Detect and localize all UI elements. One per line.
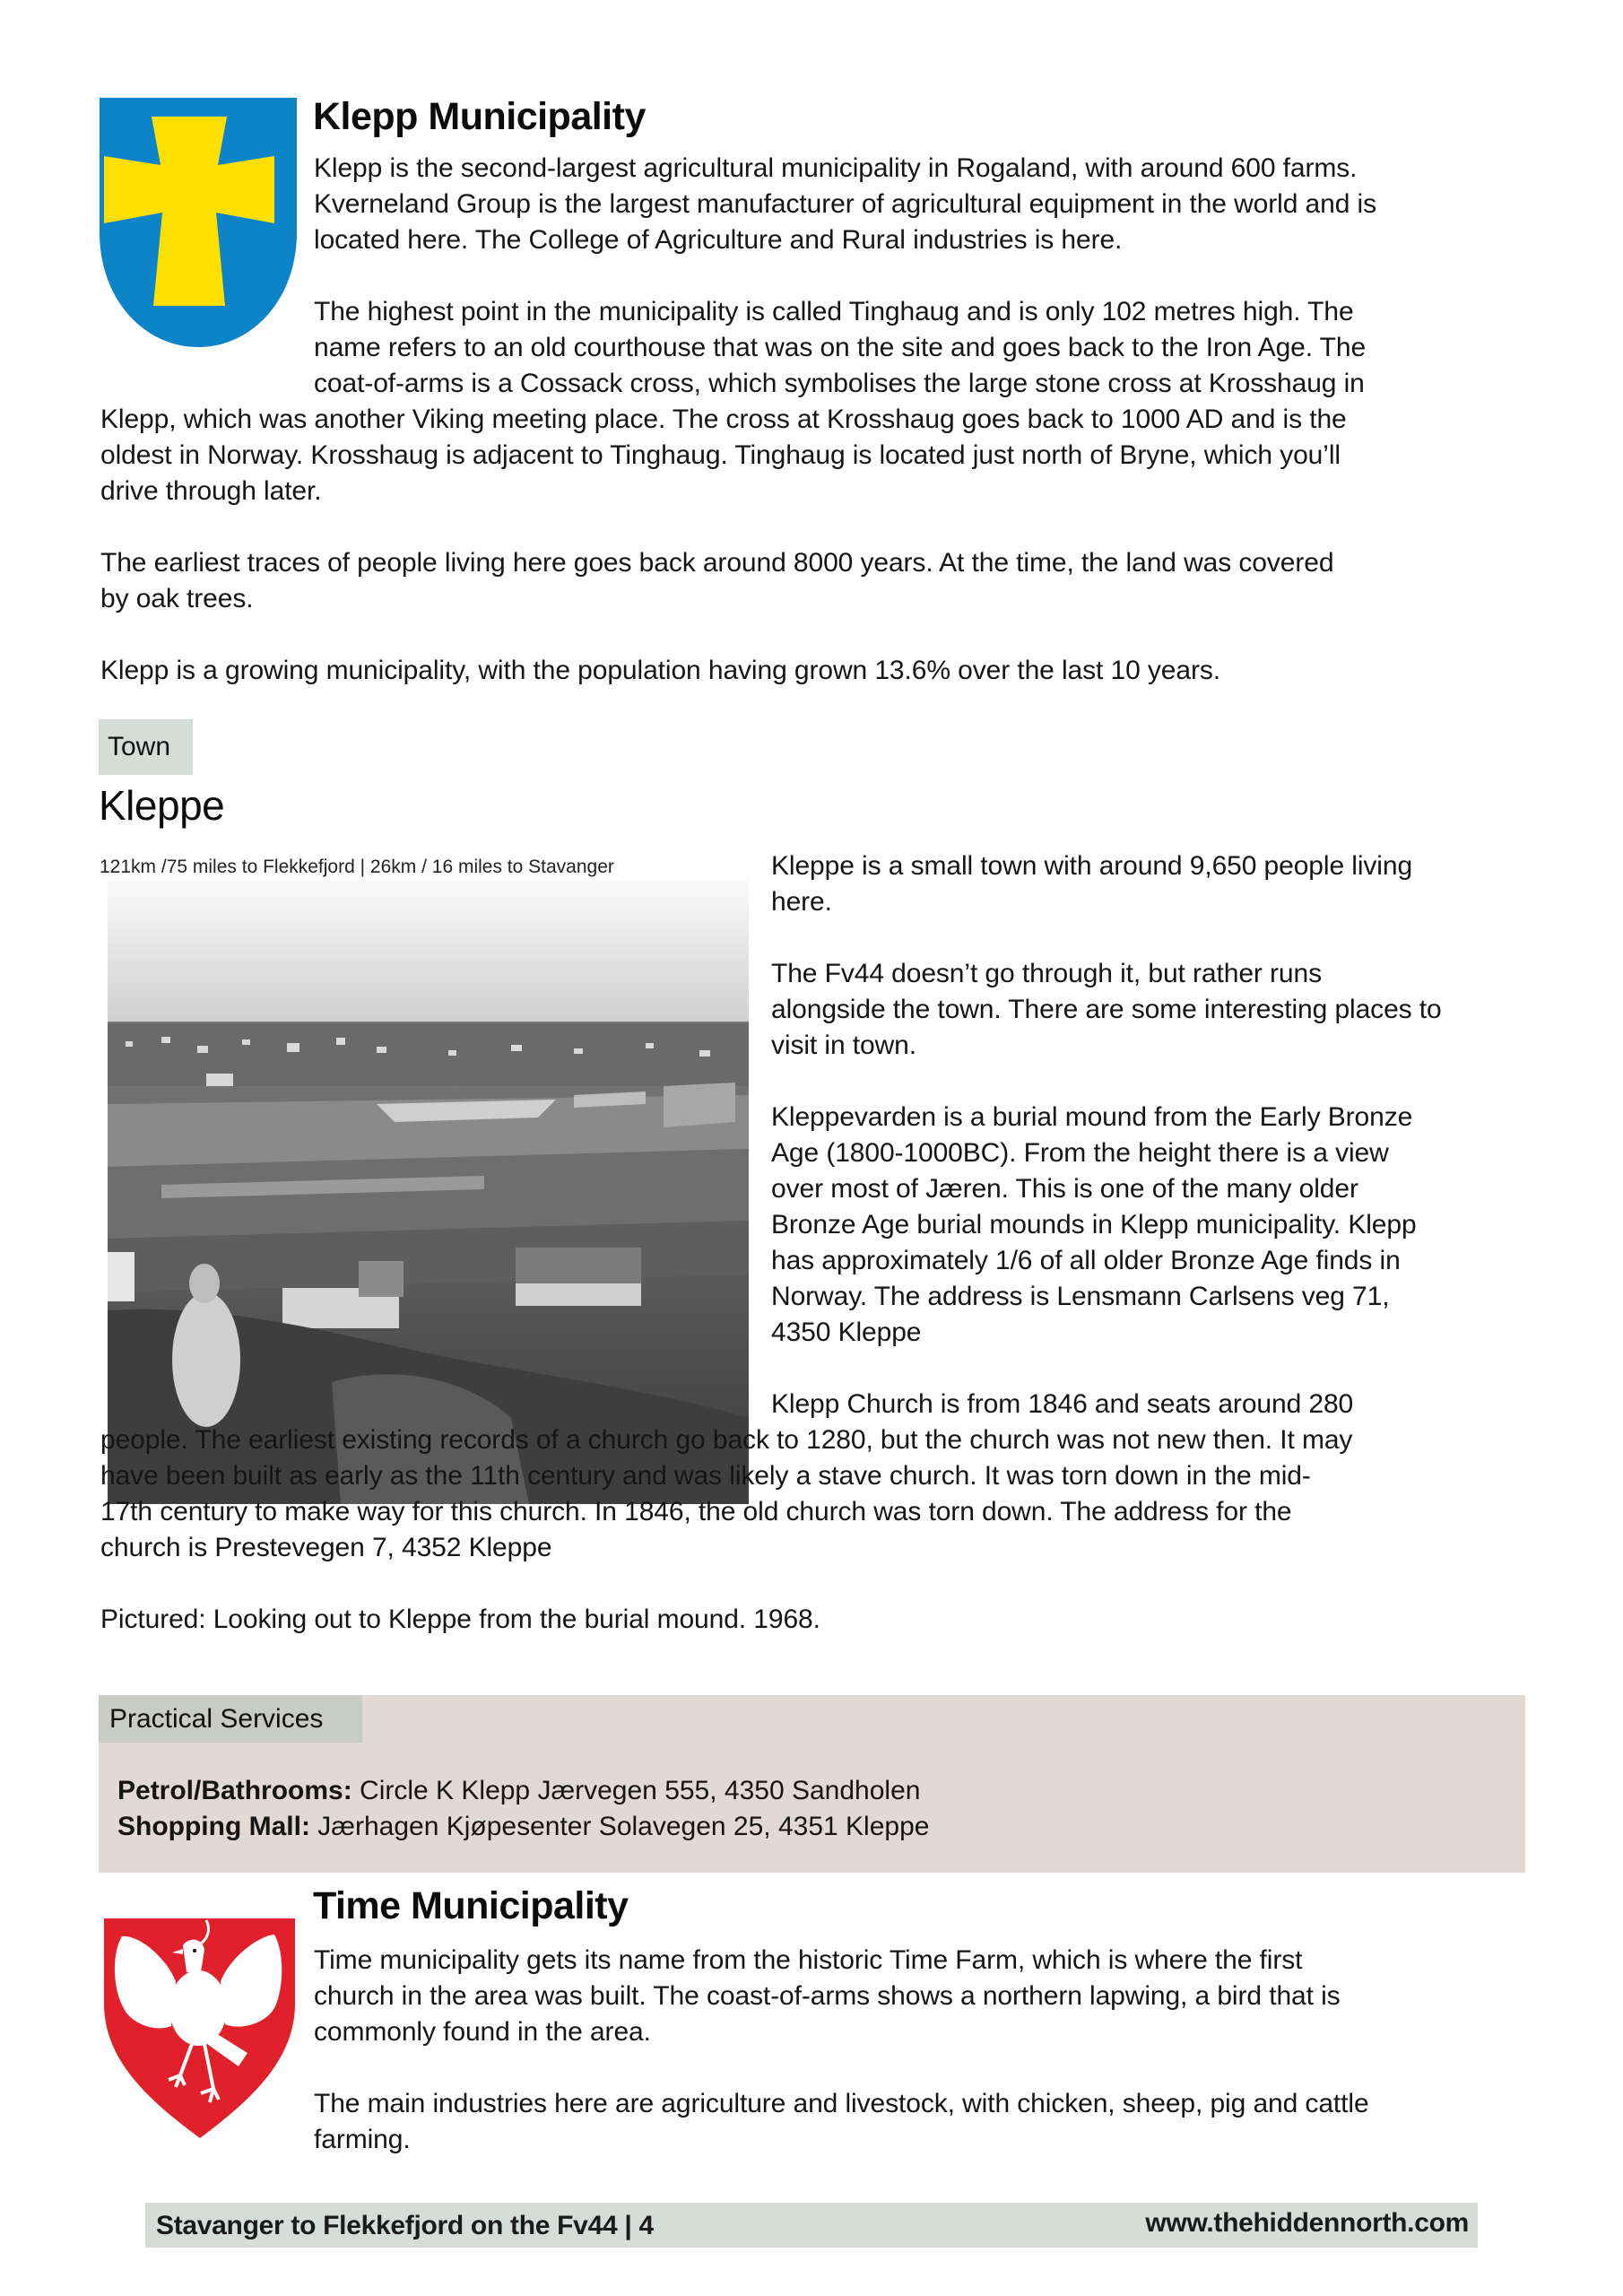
text-line: drive through later. — [100, 476, 322, 506]
text-line: church in the area was built. The coast-of-arms shows a northern lapwing, a bird that is — [314, 1981, 1341, 2011]
klepp-coat-of-arms-icon — [100, 98, 297, 347]
practical-services-box — [99, 1695, 1525, 1873]
kleppe-title: Kleppe — [99, 782, 225, 829]
text-line: over most of Jæren. This is one of the many older — [771, 1174, 1358, 1204]
text-line: Age (1800-1000BC). From the height there is a view — [771, 1138, 1389, 1168]
town-badge: Town — [99, 719, 193, 775]
footer-website-link[interactable]: www.thehiddennorth.com — [1145, 2208, 1469, 2238]
text-line: located here. The College of Agriculture and Rural industries is here. — [314, 225, 1123, 255]
text-line: Kleppevarden is a burial mound from the Early Bronze — [771, 1102, 1413, 1132]
text-line: coat-of-arms is a Cossack cross, which symbolises the large stone cross at Krosshaug in — [314, 369, 1365, 398]
footer-title-page-number: Stavanger to Flekkefjord on the Fv44 | 4 — [156, 2211, 654, 2240]
service-item-petrol — [117, 1773, 920, 1809]
text-line: The main industries here are agriculture and livestock, with chicken, sheep, pig and cattle — [314, 2089, 1369, 2118]
page-footer — [145, 2203, 1478, 2248]
service-key: Petrol/Bathrooms: — [117, 1776, 352, 1805]
kleppe-photo — [108, 880, 749, 1504]
service-key: Shopping Mall: — [117, 1812, 310, 1841]
text-line: name refers to an old courthouse that was on the site and goes back to the Iron Age. The — [314, 333, 1367, 362]
text-line: commonly found in the area. — [314, 2017, 651, 2047]
time-municipality-title: Time Municipality — [313, 1884, 629, 1927]
time-coat-of-arms-icon — [104, 1918, 295, 2138]
text-line: The Fv44 doesn’t go through it, but rather runs — [771, 959, 1322, 988]
text-line: visit in town. — [771, 1031, 916, 1060]
distance-info: 121km /75 miles to Flekkefjord | 26km / 16 miles to Stavanger — [100, 857, 614, 877]
text-line: alongside the town. There are some interesting places to — [771, 995, 1442, 1024]
text-line: has approximately 1/6 of all older Bronze Age finds in — [771, 1246, 1401, 1275]
text-line: Bronze Age burial mounds in Klepp municipality. Klepp — [771, 1210, 1417, 1239]
klepp-municipality-title: Klepp Municipality — [313, 95, 646, 138]
service-value: Circle K Klepp Jærvegen 555, 4350 Sandholen — [352, 1776, 921, 1805]
text-line: Time municipality gets its name from the historic Time Farm, which is where the first — [314, 1945, 1303, 1975]
text-line: Kverneland Group is the largest manufacturer of agricultural equipment in the world and is — [314, 189, 1376, 219]
photo-caption: Pictured: Looking out to Kleppe from the burial mound. 1968. — [100, 1605, 820, 1634]
text-line: 17th century to make way for this church. In 1846, the old church was torn down. The address for the — [100, 1497, 1292, 1526]
text-line: Norway. The address is Lensmann Carlsens veg 71, — [771, 1282, 1390, 1311]
text-line: farming. — [314, 2125, 411, 2154]
text-line: by oak trees. — [100, 584, 254, 613]
practical-services-label: Practical Services — [99, 1695, 362, 1743]
text-line: Kleppe is a small town with around 9,650 people living — [771, 851, 1413, 881]
text-line: Klepp Church is from 1846 and seats around 280 — [771, 1389, 1354, 1419]
text-line: Klepp is the second-largest agricultural municipality in Rogaland, with around 600 farms. — [314, 153, 1358, 183]
text-line: The earliest traces of people living here goes back around 8000 years. At the time, the land was covered — [100, 548, 1334, 578]
text-line: Klepp, which was another Viking meeting place. The cross at Krosshaug goes back to 1000 AD and is the — [100, 404, 1347, 434]
text-line: people. The earliest existing records of a church go back to 1280, but the church was not new then. It may — [100, 1425, 1353, 1455]
service-item-shopping — [117, 1809, 929, 1845]
text-line: oldest in Norway. Krosshaug is adjacent to Tinghaug. Tinghaug is located just north of Bryne, which you’ll — [100, 440, 1341, 470]
service-value: Jærhagen Kjøpesenter Solavegen 25, 4351 Kleppe — [309, 1812, 930, 1841]
text-line: The highest point in the municipality is called Tinghaug and is only 102 metres high. The — [314, 297, 1354, 326]
text-line: 4350 Kleppe — [771, 1318, 922, 1347]
text-line: church is Prestevegen 7, 4352 Kleppe — [100, 1533, 552, 1562]
text-line: Klepp is a growing municipality, with the population having grown 13.6% over the last 10 years. — [100, 656, 1220, 685]
text-line: here. — [771, 887, 832, 917]
text-line: have been built as early as the 11th century and was likely a stave church. It was torn down in the mid- — [100, 1461, 1311, 1491]
